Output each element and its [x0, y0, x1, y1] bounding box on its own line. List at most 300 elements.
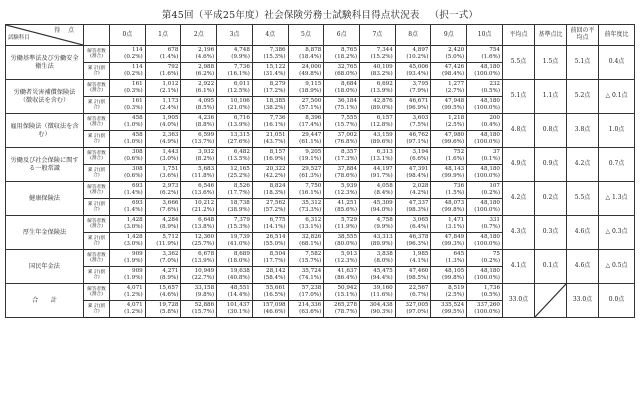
score-cell — [217, 182, 253, 199]
cell-value: 4,071 — [126, 285, 143, 292]
cell-value: 6,313 — [376, 149, 393, 156]
score-cell — [324, 182, 360, 199]
score-cell — [181, 114, 217, 131]
cell-percent: (99.8%) — [442, 275, 465, 281]
cell-value: 1,428 — [126, 234, 143, 241]
cell-value: 6,312 — [305, 217, 322, 224]
cell-value: 8,504 — [269, 251, 286, 258]
cell-value: 33,158 — [194, 285, 215, 292]
cell-percent: (1.6%) — [445, 156, 465, 162]
score-cell — [360, 199, 396, 216]
cell-percent: (0.1%) — [481, 156, 500, 162]
score-cell — [145, 46, 181, 63]
average-score: 33.0点 — [503, 284, 535, 318]
cell-value: 35,312 — [301, 200, 322, 207]
col-base-diff: 基準点比 — [535, 25, 567, 46]
score-cell — [395, 250, 431, 267]
cell-value: 9,205 — [305, 149, 322, 156]
score-cell — [467, 216, 503, 233]
score-cell — [360, 114, 396, 131]
cell-value: 8,689 — [233, 251, 250, 258]
cell-value: 6,716 — [233, 115, 250, 122]
score-cell — [181, 267, 217, 284]
row-kind-label: 累 計(割合) — [84, 165, 110, 182]
year-over-year: 0.0点 — [599, 284, 635, 318]
cell-percent: (42.2%) — [263, 173, 286, 179]
cell-percent: (11.9%) — [334, 224, 358, 230]
cell-percent: (8.9%) — [159, 224, 179, 230]
cell-percent: (99.8%) — [442, 207, 465, 213]
score-cell — [395, 199, 431, 216]
score-cell — [181, 80, 217, 97]
cell-percent: (46.6%) — [263, 309, 286, 315]
score-cell — [288, 80, 324, 97]
cell-percent: (2.7%) — [445, 88, 465, 94]
cell-percent: (6.4%) — [409, 224, 429, 230]
score-cell — [252, 148, 288, 165]
cell-value: 7,736 — [233, 64, 250, 71]
cell-percent: (98.5%) — [406, 275, 429, 281]
cell-value: 8,157 — [269, 149, 286, 156]
cell-percent: (12.3%) — [334, 190, 358, 196]
cell-value: 42,876 — [373, 98, 393, 105]
cell-percent: (0.3%) — [124, 88, 143, 94]
cell-percent: (2.5%) — [445, 122, 465, 128]
score-cell — [431, 199, 467, 216]
cell-value: 3,065 — [412, 217, 429, 224]
cell-value: 24,000 — [301, 64, 322, 71]
row-kind-label: 累 計(割合) — [84, 199, 110, 216]
row-kind-label: 累 計(割合) — [84, 97, 110, 114]
cell-value: 10,106 — [230, 98, 250, 105]
average-score: 4.2点 — [503, 182, 535, 216]
cell-value: 28,142 — [266, 268, 286, 275]
score-cell — [252, 216, 288, 233]
cell-value: 29,527 — [301, 166, 322, 173]
cell-value: 47,948 — [444, 98, 465, 105]
score-cell — [145, 250, 181, 267]
score-cell — [181, 148, 217, 165]
cell-value: 4,071 — [126, 302, 143, 309]
cell-percent: (11.9%) — [156, 241, 179, 247]
cell-value: 40,109 — [373, 64, 393, 71]
average-score: 4.9点 — [503, 148, 535, 182]
cell-value: 43,313 — [373, 234, 393, 241]
score-cell — [181, 250, 217, 267]
base-diff: 0.3点 — [535, 216, 567, 250]
cell-value: 4,748 — [233, 47, 250, 54]
cell-value: 19,638 — [230, 268, 250, 275]
cell-percent: (99.3%) — [442, 241, 465, 247]
score-cell — [431, 301, 467, 318]
cell-percent: (14.1%) — [263, 224, 286, 230]
cell-value: 45,475 — [373, 268, 393, 275]
cell-value: 47,337 — [408, 200, 429, 207]
cell-percent: (3.0%) — [159, 156, 179, 162]
cell-value: 3,932 — [198, 149, 215, 156]
cell-percent: (4.6%) — [195, 54, 215, 60]
cell-value: 304,438 — [369, 302, 393, 309]
cell-value: 48,073 — [444, 200, 465, 207]
cell-percent: (78.7%) — [334, 309, 358, 315]
cell-value: 327,005 — [405, 302, 429, 309]
cell-value: 736 — [453, 183, 465, 190]
cell-value: 678 — [167, 47, 179, 54]
cell-value: 114 — [132, 64, 143, 71]
score-cell — [252, 80, 288, 97]
cell-percent: (49.8%) — [299, 71, 322, 77]
cell-value: 37 — [492, 149, 500, 156]
score-cell — [431, 148, 467, 165]
score-cell — [252, 131, 288, 148]
score-cell — [217, 97, 253, 114]
score-cell — [217, 114, 253, 131]
score-cell — [145, 233, 181, 250]
cell-percent: (0.6%) — [124, 156, 143, 162]
cell-value: 1,905 — [162, 115, 179, 122]
cell-percent: (1.9%) — [124, 258, 143, 264]
cell-percent: (31.4%) — [263, 71, 286, 77]
base-diff: 1.1点 — [535, 80, 567, 114]
cell-percent: (99.6%) — [442, 139, 465, 145]
score-cell — [181, 284, 217, 301]
row-kind-label: 累 計(割合) — [84, 267, 110, 284]
previous-average: 5.2点 — [567, 80, 599, 114]
score-cell — [181, 97, 217, 114]
score-cell — [324, 267, 360, 284]
score-cell — [181, 199, 217, 216]
score-cell — [145, 267, 181, 284]
cell-percent: (7.0%) — [159, 258, 179, 264]
cell-value: 8,824 — [269, 183, 286, 190]
cell-percent: (17.4%) — [299, 122, 322, 128]
cell-value: 6,482 — [233, 149, 250, 156]
subject-name: 国民年金法 — [6, 250, 84, 284]
score-cell — [217, 80, 253, 97]
row-kind-label: 累 計(割合) — [84, 63, 110, 80]
cell-percent: (0.2%) — [481, 190, 500, 196]
cell-percent: (57.2%) — [263, 207, 286, 213]
table-row — [6, 46, 635, 63]
cell-percent: (3.1%) — [445, 224, 465, 230]
score-cell — [110, 63, 146, 80]
score-cell — [145, 80, 181, 97]
cell-percent: (2.5%) — [445, 292, 465, 298]
cell-percent: (1.2%) — [124, 309, 143, 315]
cell-value: 107 — [489, 183, 500, 190]
score-cell — [324, 80, 360, 97]
score-cell — [181, 63, 217, 80]
cell-percent: (0.4%) — [481, 122, 500, 128]
cell-percent: (13.9%) — [192, 258, 215, 264]
year-over-year: △ 0.5点 — [599, 250, 635, 284]
cell-value: 18,738 — [230, 200, 250, 207]
cell-percent: (13.1%) — [299, 224, 322, 230]
cell-percent: (8.8%) — [195, 122, 215, 128]
score-cell — [360, 301, 396, 318]
cell-percent: (18.3%) — [263, 190, 286, 196]
cell-value: 2,973 — [162, 183, 179, 190]
score-cell — [217, 199, 253, 216]
score-cell — [217, 284, 253, 301]
table-row — [6, 114, 635, 131]
cell-value: 792 — [167, 64, 179, 71]
row-kind-label: 累 計(割合) — [84, 301, 110, 318]
score-axis-label: 得 点 — [54, 27, 77, 34]
score-cell — [467, 233, 503, 250]
score-cell — [145, 114, 181, 131]
cell-percent: (0.2%) — [481, 258, 500, 264]
document-title — [0, 7, 640, 21]
cell-value: 6,011 — [233, 81, 250, 88]
subject-axis-label: 試験科目 — [8, 35, 30, 42]
score-cell — [145, 148, 181, 165]
score-cell — [431, 284, 467, 301]
score-cell — [217, 165, 253, 182]
col-prev-avg: 前回の平均点 — [567, 25, 599, 46]
average-score: 5.5点 — [503, 46, 535, 80]
score-cell — [324, 284, 360, 301]
cell-value: 1,736 — [483, 285, 500, 292]
col-yoy: 前年度比 — [599, 25, 635, 46]
cell-percent: (17.3%) — [334, 156, 358, 162]
cell-percent: (98.4%) — [442, 71, 465, 77]
cell-percent: (16.5%) — [263, 292, 286, 298]
cell-percent: (30.1%) — [227, 309, 250, 315]
cell-percent: (13.9%) — [370, 88, 393, 94]
cell-percent: (0.5%) — [481, 88, 500, 94]
cell-percent: (6.6%) — [409, 156, 429, 162]
row-kind-label: 解答者数(割合) — [84, 80, 110, 97]
average-score: 4.8点 — [503, 114, 535, 148]
cell-percent: (4.1%) — [409, 258, 429, 264]
row-kind-label: 解答者数(割合) — [84, 182, 110, 199]
cell-value: 12,360 — [194, 234, 215, 241]
cell-percent: (17.7%) — [227, 190, 250, 196]
cell-percent: (100.0%) — [474, 173, 500, 179]
base-diff: 0.1点 — [535, 250, 567, 284]
cell-percent: (12.5%) — [227, 88, 250, 94]
cell-value: 8,878 — [305, 47, 322, 54]
score-cell — [217, 46, 253, 63]
cell-percent: (2.4%) — [159, 105, 179, 111]
cell-value: 8,357 — [341, 149, 358, 156]
score-cell — [360, 182, 396, 199]
cell-percent: (91.7%) — [370, 173, 393, 179]
cell-value: 161 — [132, 81, 143, 88]
cell-percent: (1.9%) — [124, 275, 143, 281]
row-kind-label: 累 計(割合) — [84, 131, 110, 148]
col-7: 7点 — [360, 25, 396, 46]
score-cell — [217, 131, 253, 148]
col-3: 3点 — [217, 25, 253, 46]
cell-percent: (13.1%) — [370, 156, 393, 162]
score-cell — [252, 182, 288, 199]
col-8: 8点 — [395, 25, 431, 46]
cell-value: 1,173 — [162, 98, 179, 105]
score-cell — [110, 199, 146, 216]
score-cell — [217, 233, 253, 250]
cell-value: 45,006 — [408, 64, 429, 71]
score-cell — [395, 97, 431, 114]
cell-value: 27,562 — [266, 200, 286, 207]
header-row — [6, 25, 635, 46]
cell-percent: (57.1%) — [299, 105, 322, 111]
score-cell — [395, 301, 431, 318]
cell-percent: (1.0%) — [124, 139, 143, 145]
cell-percent: (21.2%) — [192, 207, 215, 213]
cell-value: 48,551 — [230, 285, 250, 292]
cell-value: 645 — [453, 251, 465, 258]
cell-value: 48,180 — [480, 166, 500, 173]
cell-value: 48,180 — [480, 98, 500, 105]
cell-value: 48,143 — [444, 166, 465, 173]
cell-percent: (1.4%) — [124, 190, 143, 196]
score-cell — [431, 63, 467, 80]
cell-value: 5,939 — [341, 183, 358, 190]
col-avg: 平均点 — [503, 25, 535, 46]
score-cell — [145, 284, 181, 301]
cell-value: 4,271 — [162, 268, 179, 275]
score-cell — [252, 114, 288, 131]
cell-percent: (12.8%) — [370, 122, 393, 128]
cell-percent: (99.9%) — [442, 173, 465, 179]
cell-percent: (8.4%) — [374, 190, 393, 196]
score-cell — [467, 114, 503, 131]
cell-percent: (1.5%) — [445, 190, 465, 196]
score-cell — [252, 250, 288, 267]
cell-value: 7,379 — [233, 217, 250, 224]
cell-percent: (1.6%) — [481, 54, 500, 60]
score-cell — [395, 148, 431, 165]
cell-value: 5,913 — [341, 251, 358, 258]
score-cell — [110, 165, 146, 182]
cell-percent: (25.2%) — [227, 173, 250, 179]
cell-percent: (61.3%) — [299, 173, 322, 179]
cell-percent: (19.1%) — [299, 156, 322, 162]
score-cell — [288, 131, 324, 148]
cell-value: 909 — [132, 251, 143, 258]
cell-percent: (74.1%) — [299, 275, 322, 281]
cell-percent: (86.4%) — [334, 275, 358, 281]
cell-value: 4,058 — [376, 183, 393, 190]
score-cell — [360, 216, 396, 233]
cell-value: 39,160 — [373, 285, 393, 292]
score-cell — [288, 182, 324, 199]
cell-percent: (40.8%) — [227, 275, 250, 281]
cell-percent: (15.3%) — [227, 224, 250, 230]
score-cell — [145, 165, 181, 182]
cell-percent: (0.2%) — [124, 71, 143, 77]
cell-value: 37,002 — [337, 132, 358, 139]
cell-percent: (97.0%) — [406, 309, 429, 315]
score-cell — [467, 63, 503, 80]
cell-percent: (4.6%) — [159, 292, 179, 298]
score-cell — [324, 114, 360, 131]
row-kind-label: 解答者数(割合) — [84, 216, 110, 233]
cell-value: 6,648 — [198, 217, 215, 224]
cell-percent: (78.6%) — [334, 173, 358, 179]
cell-value: 331 — [489, 217, 500, 224]
cell-percent: (5.8%) — [159, 309, 179, 315]
cell-percent: (43.7%) — [263, 139, 286, 145]
cell-percent: (0.3%) — [124, 105, 143, 111]
score-cell — [395, 233, 431, 250]
cell-value: 8,519 — [448, 285, 465, 292]
cell-value: 44,197 — [373, 166, 393, 173]
cell-value: 693 — [132, 183, 143, 190]
cell-percent: (89.0%) — [370, 105, 393, 111]
cell-value: 308 — [132, 166, 143, 173]
score-cell — [145, 97, 181, 114]
score-cell — [110, 46, 146, 63]
corner-header — [6, 25, 84, 46]
cell-value: 27,500 — [301, 98, 322, 105]
cell-percent: (18.4%) — [299, 54, 322, 60]
cell-percent: (16.1%) — [227, 71, 250, 77]
score-cell — [431, 250, 467, 267]
score-cell — [217, 267, 253, 284]
score-cell — [395, 63, 431, 80]
score-cell — [395, 131, 431, 148]
cell-percent: (11.8%) — [192, 173, 215, 179]
table-row — [6, 250, 635, 267]
score-cell — [324, 46, 360, 63]
kind-header — [84, 25, 110, 46]
cell-value: 47,980 — [444, 132, 465, 139]
year-over-year: △ 1.3点 — [599, 182, 635, 216]
average-score: 4.1点 — [503, 250, 535, 284]
score-cell — [360, 131, 396, 148]
score-cell — [360, 80, 396, 97]
title-main: 第45回（平成25年度）社会保険労務士試験科目得点状況表 — [161, 10, 420, 21]
cell-value: 200 — [489, 115, 500, 122]
score-cell — [181, 301, 217, 318]
cell-value: 1,751 — [162, 166, 179, 173]
cell-percent: (18.0%) — [334, 88, 358, 94]
cell-value: 48,180 — [480, 234, 500, 241]
cell-value: 3,194 — [412, 149, 429, 156]
score-cell — [181, 216, 217, 233]
cell-percent: (0.7%) — [481, 224, 500, 230]
cell-value: 10,949 — [194, 268, 215, 275]
cell-percent: (85.6%) — [334, 207, 358, 213]
cell-percent: (27.6%) — [227, 139, 250, 145]
cell-percent: (13.5%) — [227, 156, 250, 162]
cell-value: 32,765 — [337, 64, 358, 71]
score-cell — [288, 148, 324, 165]
score-cell — [467, 165, 503, 182]
cell-percent: (97.1%) — [406, 139, 429, 145]
cell-value: 101,437 — [226, 302, 250, 309]
cell-value: 157,098 — [262, 302, 286, 309]
score-cell — [145, 301, 181, 318]
base-diff: 1.5点 — [535, 46, 567, 80]
cell-percent: (17.2%) — [263, 88, 286, 94]
year-over-year: 0.7点 — [599, 148, 635, 182]
cell-value: 47,426 — [444, 64, 465, 71]
cell-value: 693 — [132, 200, 143, 207]
cell-percent: (1.4%) — [124, 207, 143, 213]
cell-percent: (96.3%) — [406, 241, 429, 247]
base-diff: 0.8点 — [535, 114, 567, 148]
score-cell — [360, 284, 396, 301]
cell-value: 5,729 — [341, 217, 358, 224]
score-cell — [110, 233, 146, 250]
cell-value: 458 — [132, 115, 143, 122]
score-cell — [288, 267, 324, 284]
cell-value: 48,180 — [480, 64, 500, 71]
